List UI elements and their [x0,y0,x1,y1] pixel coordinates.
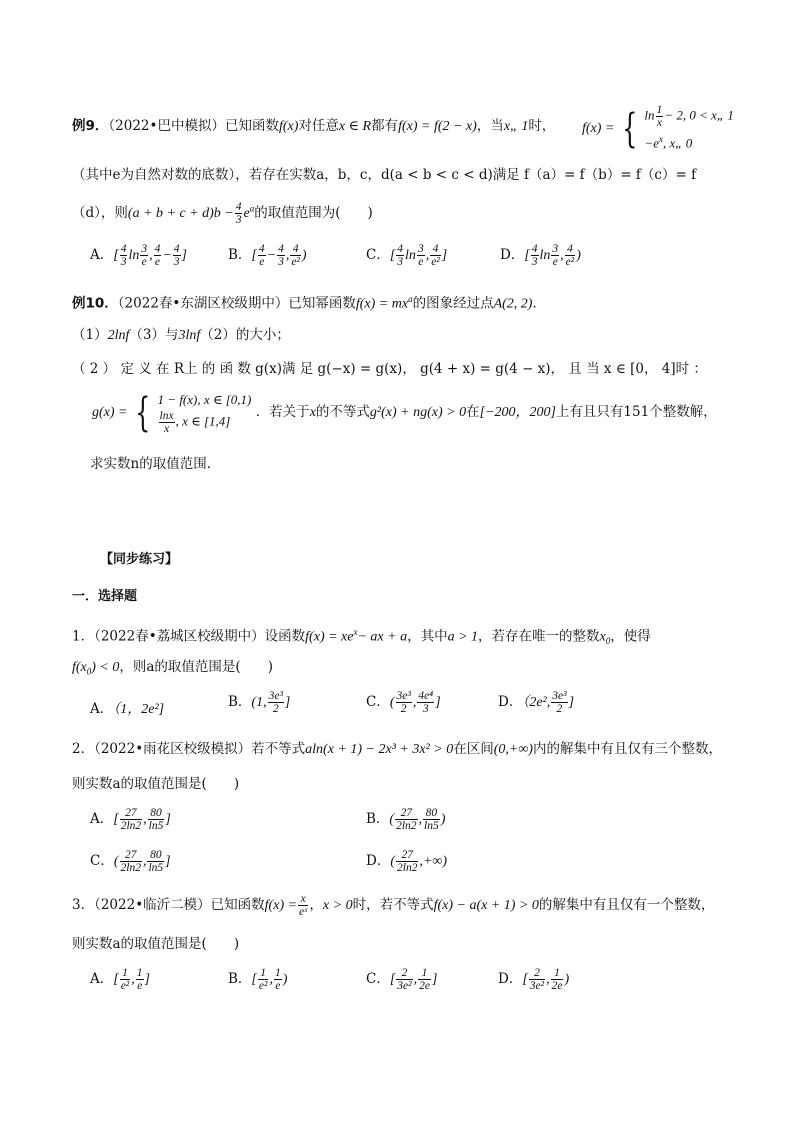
math: , [142,854,147,869]
math: [ [251,248,257,263]
numerator: 4 [565,243,576,256]
fraction [396,967,412,992]
ex9-label: 例9． [72,118,109,134]
math: e [243,206,250,221]
numerator: 1 [551,967,564,980]
math: ] [181,248,187,263]
math: （1，2e²] [113,702,165,717]
ex9-line1 [72,117,555,136]
math: aln(x + 1) − 2x³ + 3x² > 0 [305,742,454,757]
denominator: x [656,117,662,129]
fraction [531,243,539,268]
q1-option-b[interactable] [228,690,290,715]
math: ] [165,812,171,827]
denominator: 3 [278,256,284,268]
math: f(x) − a(x + 1) > 0 [433,898,539,913]
math: , [131,972,135,987]
option-label: B． [228,971,252,987]
numerator: 3e³ [268,690,283,702]
denominator: 3 [120,256,127,268]
q2-option-b[interactable] [366,807,445,832]
fraction [417,243,425,268]
ex10-line1 [72,290,546,314]
fraction [656,104,664,129]
math: (1, [251,695,267,710]
math: [ [251,972,257,987]
option-label: A． [90,971,114,987]
math: ln [539,248,551,263]
fraction [423,807,440,832]
option-label: A． [90,247,114,263]
superscript: a [249,203,255,214]
denominator: e² [291,256,300,268]
numerator: 4 [290,243,301,256]
denominator: e [275,980,281,992]
numerator: x [298,893,308,906]
ex9-text: 都有 [371,118,399,134]
ex9-option-d[interactable] [500,243,581,268]
math: ln [128,248,140,263]
section-title: 一．选择题 [72,589,138,604]
numerator: 3 [417,243,424,255]
fraction [120,849,142,874]
ex10-text: 的不等式 [315,404,370,420]
math: ( [389,695,395,710]
numerator: 4 [154,243,161,255]
denominator: 3 [397,256,404,268]
ex9-line3 [72,201,373,226]
numerator: 3 [552,243,559,255]
ex10-q1 [72,326,290,345]
denominator: e² [258,980,268,992]
option-label: C． [90,853,114,869]
math: （2e², [522,695,551,710]
q3-text: 则实数a的取值范围是( ) [72,936,240,952]
q3-text: 已知函数 [210,897,265,913]
fraction [430,243,441,268]
numerator: 1 [656,104,663,116]
math: (0,+∞) [493,742,533,757]
denominator: 3 [173,256,180,268]
numerator: 4 [173,243,180,255]
q2-option-a[interactable] [90,807,171,832]
ex10-g-def [92,390,717,435]
fraction [395,807,417,832]
ex9-text: ，当 [476,118,504,134]
math: , [149,248,153,263]
ex10-text: ．若关于 [255,404,310,420]
fraction [418,967,431,992]
math: − [266,248,277,263]
math: ] [431,972,438,987]
math: (a + b + c + d)b − [127,206,234,221]
denominator: 2 [556,703,563,715]
numerator: 4 [430,243,441,256]
fraction [396,690,412,715]
fraction [396,243,404,268]
q3-option-b[interactable] [228,967,287,992]
q2-text: 在区间 [453,741,494,757]
question-number: 2． [72,741,95,757]
denominator: e [552,256,558,268]
piecewise-cases [158,390,252,435]
q1-text: ，使得 [610,628,651,645]
denominator: 3 [235,214,242,226]
math: x„ 1 [503,119,529,134]
math: , [418,812,423,827]
math: ] [284,695,291,710]
question-number: 1． [72,628,95,645]
fraction [290,243,301,268]
denominator: 2ln2 [396,820,417,832]
denominator: 2 [272,703,279,715]
ex10-text: （3）与 [129,327,179,343]
math: 1 − f(x), x ∈ [0,1) [157,392,252,407]
denominator: 2ln2 [397,862,418,874]
question-source: （2022•临沂二模） [94,897,211,913]
math: ln [644,107,655,123]
ex9-text: （d），则 [72,205,128,221]
math: ] [165,854,171,869]
q2-option-c[interactable] [90,849,171,874]
denominator: 3 [531,256,538,268]
denominator: x [164,423,170,435]
ex10-text: 在 [466,404,480,420]
numerator: 4 [120,243,127,255]
ex9-source: （2022•巴中模拟） [108,118,225,134]
option-label: B． [366,811,390,827]
ex9-option-a[interactable] [90,243,187,268]
denominator: 3e² [529,980,545,992]
denominator: ln5 [424,820,439,832]
option-label: C． [366,971,390,987]
fraction [551,967,564,992]
ex9-text: （其中e为自然对数的底数），若存在实数a，b，c，d(a < b < c < d)满足 f（a）= f（b）= f（c）= f [72,167,697,183]
left-brace-icon: { [134,389,151,436]
option-label: A． [90,701,114,717]
math: 3lnf [178,328,201,343]
ex10-text: 已知幂函数 [288,295,356,312]
math: x [599,629,606,645]
math: − [162,248,172,263]
fraction [173,243,181,268]
q3-text: ， [309,897,323,913]
left-brace-icon: { [621,105,638,152]
q3-text: 的解集中有且仅有一个整数， [538,897,715,913]
option-label: D． [366,853,391,869]
q2-line2 [72,775,239,793]
q3-option-c[interactable] [366,967,437,992]
math: ] [435,695,441,710]
option-label: D． [500,247,525,263]
q3-option-d[interactable] [498,967,569,992]
numerator: 3e³ [396,690,411,702]
q1-option-d[interactable] [498,690,574,715]
math: [ [113,248,119,263]
q3-line2 [72,935,239,953]
q2-line1 [72,740,722,759]
q2-text: 内的解集中有且仅有三个整数， [532,741,722,757]
math: f(x) = [582,121,615,137]
math: x [309,405,316,420]
numerator: 4e⁴ [418,690,434,702]
q1-option-a[interactable] [90,697,164,718]
q1-option-c[interactable] [366,690,441,715]
option-label: C． [366,247,390,263]
fraction [551,243,559,268]
fraction [136,967,144,992]
math: [ [522,972,528,987]
option-label: A． [90,811,114,827]
math: ( [390,854,395,869]
math: ) [282,972,288,987]
math: A(2, 2) [493,296,533,312]
denominator: e² [431,256,440,268]
q1-line2 [72,658,273,681]
option-label: B． [228,247,252,263]
numerator: 27 [120,849,142,862]
subscript: 0 [605,636,611,647]
numerator: 4 [235,201,242,213]
math: f(x) [278,119,299,134]
fraction [154,243,162,268]
practice-heading: 【同步练习】 [100,552,179,567]
fraction [298,893,308,918]
math: , [560,248,564,263]
math: , [412,695,417,710]
math: , [143,812,147,827]
subscript: 0 [86,666,92,677]
math: f(x) = xe [305,629,354,645]
math: x > 0 [322,898,353,913]
numerator: 4 [278,243,284,255]
q3-line1 [72,893,714,918]
numerator: 27 [120,807,142,820]
fraction [140,243,148,268]
math: − ax + a [357,629,408,645]
numerator: 4 [258,243,265,255]
math: , [413,972,418,987]
fraction [235,201,243,226]
numerator: 80 [148,807,165,820]
fraction [159,410,175,435]
fraction [258,967,269,992]
math: , [546,972,550,987]
numerator: 4 [531,243,538,255]
denominator: e [137,980,143,992]
fraction [274,967,282,992]
numerator: lnx [159,410,174,422]
numerator: 1 [120,967,131,980]
numerator: 3 [141,243,148,255]
math: ,+∞) [419,854,448,869]
numerator: 80 [147,849,164,862]
option-label: C． [366,694,390,710]
denominator: 2ln2 [120,862,141,874]
q1-line1 [72,623,651,650]
question-source: （2022春•荔城区校级期中） [94,628,265,645]
math: ) [564,972,570,987]
denominator: e [141,256,147,268]
fraction [148,807,165,832]
denominator: e [259,256,265,268]
math: a > 1 [447,629,479,645]
numerator: 4 [397,243,404,255]
ex10-text: （ 2 ） 定 义 在 R上 的 函 数 g(x)满 足 g(−x) = g(x)， g(4 + x) = g(4 − x)， 且 当 x ∈ [0， 4]时 ： [72,361,707,377]
option-label: D． [498,971,523,987]
denominator: 3 [422,703,429,715]
math: ( [389,812,395,827]
q3-text: 时，若不等式 [352,897,434,913]
math: f(x) = mx [355,296,409,312]
q1-text: ，若存在唯一的整数 [478,628,600,645]
q1-text: 设函数 [264,628,306,645]
math: [−200，200] [479,405,556,420]
ex10-q2-last [90,455,211,473]
fraction [396,849,418,874]
denominator: eˣ [299,906,308,918]
q2-option-d[interactable] [366,849,447,874]
math: , x ∈ [1,4] [175,413,231,429]
math: [ [389,248,396,263]
q1-text: ，其中 [407,628,448,645]
fraction [120,807,142,832]
fraction [258,243,266,268]
denominator: e² [565,256,575,268]
denominator: 2 [400,703,407,715]
q1-text: ，则a的取值范围是( ) [119,659,273,675]
ex10-q2 [72,360,707,378]
ex10-label: 例10． [72,295,118,312]
math: − 2, 0 < x„ 1 [664,107,734,123]
ex10-text: ． [532,295,546,312]
ex10-text: （2）的大小； [200,327,290,343]
denominator: 2ln2 [120,820,142,832]
question-source: （2022•雨花区校级模拟） [94,741,252,757]
ex9-text: 对任意 [298,118,339,134]
denominator: e² [120,980,130,992]
numerator: 27 [396,849,418,862]
math: , x„ 0 [662,135,693,151]
option-label: D． [498,694,523,710]
math: ) [440,812,446,827]
numerator: 1 [418,967,431,980]
numerator: 2 [529,967,545,980]
math: −e [644,135,659,151]
q2-text: 则实数a的取值范围是( ) [72,776,240,792]
fraction [277,243,285,268]
denominator: e [418,256,424,268]
fraction [551,690,567,715]
denominator: 3e² [397,980,412,992]
denominator: e [154,256,161,268]
math: g²(x) + ng(x) > 0 [369,405,467,420]
ex9-option-b[interactable] [228,243,307,268]
ex9-option-c[interactable] [366,243,447,268]
fraction [565,243,576,268]
math: 2lnf [107,328,130,343]
math: f(x [72,660,87,675]
superscript: x [658,134,663,144]
q3-option-a[interactable] [90,967,150,992]
superscript: x [353,627,358,637]
denominator: 2e [551,980,563,992]
denominator: ln5 [148,862,164,874]
math: ] [568,695,575,710]
math: ] [441,248,448,263]
fraction [268,690,284,715]
numerator: 27 [395,807,417,820]
numerator: 2 [396,967,412,980]
superscript: a [408,294,413,304]
ex9-text: 的取值范围为( ) [254,205,373,221]
math: ) [576,248,581,263]
numerator: 1 [136,967,143,979]
math: [ [113,972,119,987]
math: f(x) = [264,898,298,913]
ex10-text: 求实数n的取值范围. [90,456,211,472]
fraction [417,690,434,715]
math: [ [113,812,119,827]
q2-text: 若不等式 [251,741,306,757]
numerator: 1 [274,967,281,979]
math: [ [389,972,396,987]
denominator: ln5 [148,820,164,832]
math: ] [144,972,150,987]
math: g(x) = [92,405,128,420]
ex10-source: （2022春•东湖区校级期中） [117,295,289,312]
math: ) < 0 [91,660,120,675]
ex9-line2 [72,166,696,184]
ex9-text: 时， [528,118,556,134]
ex10-text: 上有且只有151个整数解， [555,404,717,420]
fraction [120,243,128,268]
math: ( [113,854,119,869]
math: , [425,248,430,263]
option-label: B． [228,694,252,710]
ex9-piecewise [582,104,734,153]
fraction [529,967,545,992]
ex10-text: 的图象经过点 [412,295,494,312]
ex10-text: （1） [72,327,108,343]
math: , [285,248,290,263]
math: ) [301,248,307,263]
math: , [269,972,273,987]
math: ln [405,248,416,263]
math: f(x) = f(2 − x) [398,119,477,134]
fraction [147,849,164,874]
numerator: 80 [423,807,440,820]
fraction [120,967,131,992]
math: x ∈ R [338,119,372,134]
numerator: 3e³ [552,690,567,702]
math: [ [524,248,530,263]
question-number: 3． [72,897,95,913]
ex9-text: 已知函数 [224,118,279,134]
numerator: 1 [258,967,269,980]
piecewise-cases [644,104,733,153]
denominator: 2e [419,980,430,992]
